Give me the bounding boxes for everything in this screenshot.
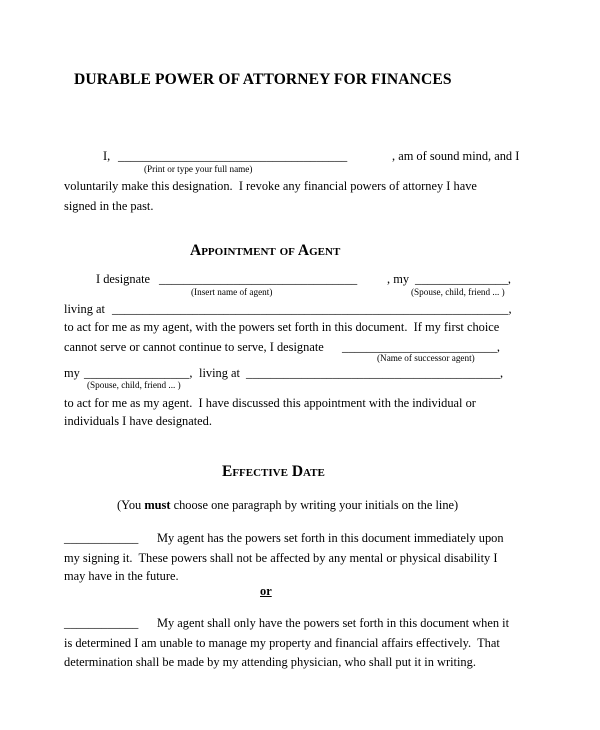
option2-line-1: My agent shall only have the powers set forth in this document when it — [157, 616, 510, 630]
agent-address-blank[interactable]: ________________________________________________________________, — [112, 302, 512, 316]
successor-relation-blank[interactable]: _________________, — [84, 366, 193, 380]
intro-suffix: , am of sound mind, and I — [392, 149, 520, 163]
successor-address-blank[interactable]: _________________________________________, — [246, 366, 504, 380]
full-name-blank[interactable]: _____________________________________ — [118, 149, 348, 163]
successor-line: cannot serve or cannot continue to serve, I designate — [64, 340, 324, 354]
agent-relation-blank[interactable]: _______________, — [415, 272, 512, 286]
intro-line-2: voluntarily make this designation. I revoke any financial powers of attorney I have — [64, 179, 477, 193]
living-label: living at — [64, 302, 105, 316]
effective-instruction: (You must choose one paragraph by writing your initials on the line) — [117, 498, 459, 512]
document-title: DURABLE POWER OF ATTORNEY FOR FINANCES — [74, 71, 452, 88]
full-name-caption: (Print or type your full name) — [144, 164, 253, 174]
option2-line-3: determination shall be made by my attending physician, who shall put it in writing. — [64, 655, 476, 669]
my2-label: my — [64, 366, 80, 380]
option1-line-1: My agent has the powers set forth in this document immediately upon — [157, 531, 504, 545]
act-line-2: to act for me as my agent. I have discussed this appointment with the individual or — [64, 396, 476, 410]
option2-initials-blank[interactable]: ____________ — [64, 616, 139, 630]
successor-name-blank[interactable]: _________________________, — [342, 340, 500, 354]
intro-line-3: signed in the past. — [64, 199, 154, 213]
option1-line-2: my signing it. These powers shall not be affected by any mental or physical disability I — [64, 551, 498, 565]
agent-name-blank[interactable]: ________________________________ — [159, 272, 358, 286]
designate-label: I designate — [96, 272, 151, 286]
agent-name-caption: (Insert name of agent) — [191, 287, 273, 297]
option1-initials-blank[interactable]: ____________ — [64, 531, 139, 545]
effective-date-heading: Effective Date — [222, 463, 325, 480]
successor-name-caption: (Name of successor agent) — [377, 353, 475, 363]
my-label: , my — [387, 272, 410, 286]
appointment-heading: Appointment of Agent — [190, 242, 341, 259]
or-separator: or — [260, 584, 272, 598]
intro-prefix: I, — [103, 149, 111, 163]
option1-line-3: may have in the future. — [64, 569, 179, 583]
agent-relation-caption: (Spouse, child, friend ... ) — [411, 287, 505, 297]
living2-label: living at — [199, 366, 240, 380]
successor-relation-caption: (Spouse, child, friend ... ) — [87, 380, 181, 390]
individuals-line: individuals I have designated. — [64, 414, 212, 428]
act-line-1: to act for me as my agent, with the powers set forth in this document. If my first choice — [64, 320, 500, 334]
option2-line-2: is determined I am unable to manage my property and financial affairs effectively. That — [64, 636, 500, 650]
must-emphasis: must — [144, 498, 171, 512]
